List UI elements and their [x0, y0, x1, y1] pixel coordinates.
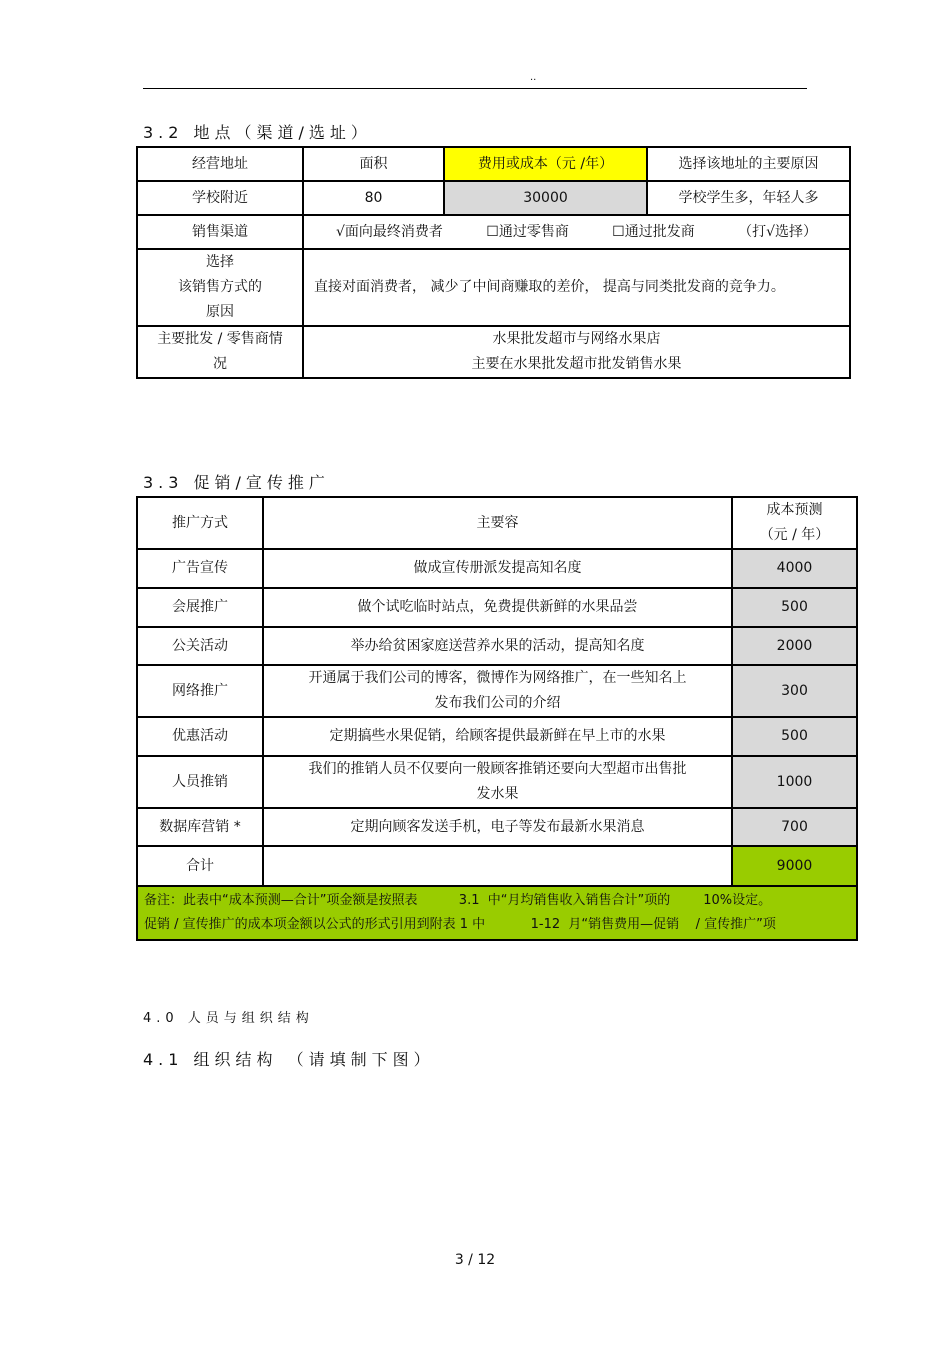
promotion-table	[136, 496, 858, 941]
promotion-header-row	[137, 497, 857, 549]
total-value: 9000	[732, 846, 857, 886]
promo-cost: 1000	[732, 756, 857, 808]
header-rule	[143, 88, 807, 89]
promo-content-line: 开通属于我们公司的博客，微博作为网络推广，在一些知名上	[308, 670, 687, 686]
header-content: 主要容	[263, 497, 732, 549]
total-label: 合计	[137, 846, 263, 886]
header-cost: 费用或成本（元 /年）	[444, 147, 647, 181]
partner-row	[137, 326, 850, 378]
total-blank	[263, 846, 732, 886]
promo-method: 公关活动	[137, 627, 263, 665]
location-data-row	[137, 181, 850, 215]
header-area: 面积	[303, 147, 444, 181]
channel-reason-label-line: 原因	[206, 304, 234, 320]
partner-text-line: 水果批发超市与网络水果店	[492, 331, 661, 347]
partner-label-line: 况	[213, 356, 227, 372]
header-method: 推广方式	[137, 497, 263, 549]
channel-reason-label	[137, 249, 303, 326]
promo-content: 定期搞些水果促销，给顾客提供最新鲜在早上市的水果	[263, 717, 732, 756]
total-row	[137, 846, 857, 886]
table-note-line: 备注：此表中“成本预测—合计”项金额是按照表 3.1 中“月均销售收入销售合计”项的 10%设定。	[144, 893, 772, 908]
promo-content: 举办给贫困家庭送营养水果的活动，提高知名度	[263, 627, 732, 665]
table-note-line: 促销 / 宣传推广的成本项金额以公式的形式引用到附表 1 中 1-12 月“销售费用—促销 / 宣传推广”项	[144, 917, 776, 932]
channel-reason-label-line: 该销售方式的	[178, 279, 262, 295]
header-cost-line: 成本预测	[766, 502, 823, 518]
section-4-0-title: 4.0 人员与组织结构	[143, 1011, 314, 1026]
promo-cost: 500	[732, 588, 857, 627]
table-row	[137, 717, 857, 756]
partner-text	[303, 326, 850, 378]
location-header-row	[137, 147, 850, 181]
promo-method: 广告宣传	[137, 549, 263, 588]
section-3-3-title: 3.3 促销/宣传推广	[143, 473, 330, 492]
table-row	[137, 549, 857, 588]
channel-reason-label-line: 选择	[206, 254, 234, 270]
channel-option-retailer: ☐通过零售商	[486, 223, 569, 240]
promo-method: 会展推广	[137, 588, 263, 627]
promo-method: 数据库营销 *	[137, 808, 263, 846]
table-row	[137, 756, 857, 808]
table-row	[137, 588, 857, 627]
channel-reason-row	[137, 249, 850, 326]
promo-cost: 2000	[732, 627, 857, 665]
reason-value: 学校学生多，年轻人多	[647, 181, 850, 215]
section-3-2-title: 3.2 地点（渠道/选址）	[143, 123, 372, 142]
promo-content: 做个试吃临时站点，免费提供新鲜的水果品尝	[263, 588, 732, 627]
promo-cost: 500	[732, 717, 857, 756]
channel-options	[303, 215, 850, 249]
table-row	[137, 665, 857, 717]
promo-content	[263, 665, 732, 717]
header-cost-forecast	[732, 497, 857, 549]
note-row	[137, 886, 857, 940]
header-cost-line: （元 / 年）	[759, 527, 830, 543]
promo-content	[263, 756, 732, 808]
header-mark: ..	[530, 72, 537, 83]
promo-content-line: 发布我们公司的介绍	[434, 695, 561, 711]
promo-content: 定期向顾客发送手机，电子等发布最新水果消息	[263, 808, 732, 846]
address-value: 学校附近	[137, 181, 303, 215]
channel-option-wholesaler: ☐通过批发商	[612, 223, 695, 240]
table-row	[137, 808, 857, 846]
header-address: 经营地址	[137, 147, 303, 181]
promo-cost: 4000	[732, 549, 857, 588]
channel-option-hint: （打√选择）	[738, 223, 817, 240]
promo-content-line: 发水果	[476, 786, 519, 802]
channel-label: 销售渠道	[137, 215, 303, 249]
partner-label-line: 主要批发 / 零售商情	[157, 331, 283, 347]
channel-reason-text: 直接对面消费者， 减少了中间商赚取的差价， 提高与同类批发商的竞争力。	[303, 249, 850, 326]
table-row	[137, 627, 857, 665]
promo-cost: 300	[732, 665, 857, 717]
page-number: 3 / 12	[454, 1252, 496, 1268]
area-value: 80	[303, 181, 444, 215]
promo-method: 网络推广	[137, 665, 263, 717]
partner-label	[137, 326, 303, 378]
table-note	[137, 886, 857, 940]
channel-option-consumer: √面向最终消费者	[336, 223, 443, 240]
channel-row	[137, 215, 850, 249]
promo-content: 做成宣传册派发提高知名度	[263, 549, 732, 588]
header-reason: 选择该地址的主要原因	[647, 147, 850, 181]
location-table	[136, 146, 851, 379]
promo-method: 优惠活动	[137, 717, 263, 756]
promo-method: 人员推销	[137, 756, 263, 808]
cost-value: 30000	[444, 181, 647, 215]
section-4-1-title: 4.1 组织结构 （请填制下图）	[143, 1050, 435, 1069]
partner-text-line: 主要在水果批发超市批发销售水果	[471, 356, 682, 372]
promo-content-line: 我们的推销人员不仅要向一般顾客推销还要向大型超市出售批	[308, 761, 687, 777]
promo-cost: 700	[732, 808, 857, 846]
